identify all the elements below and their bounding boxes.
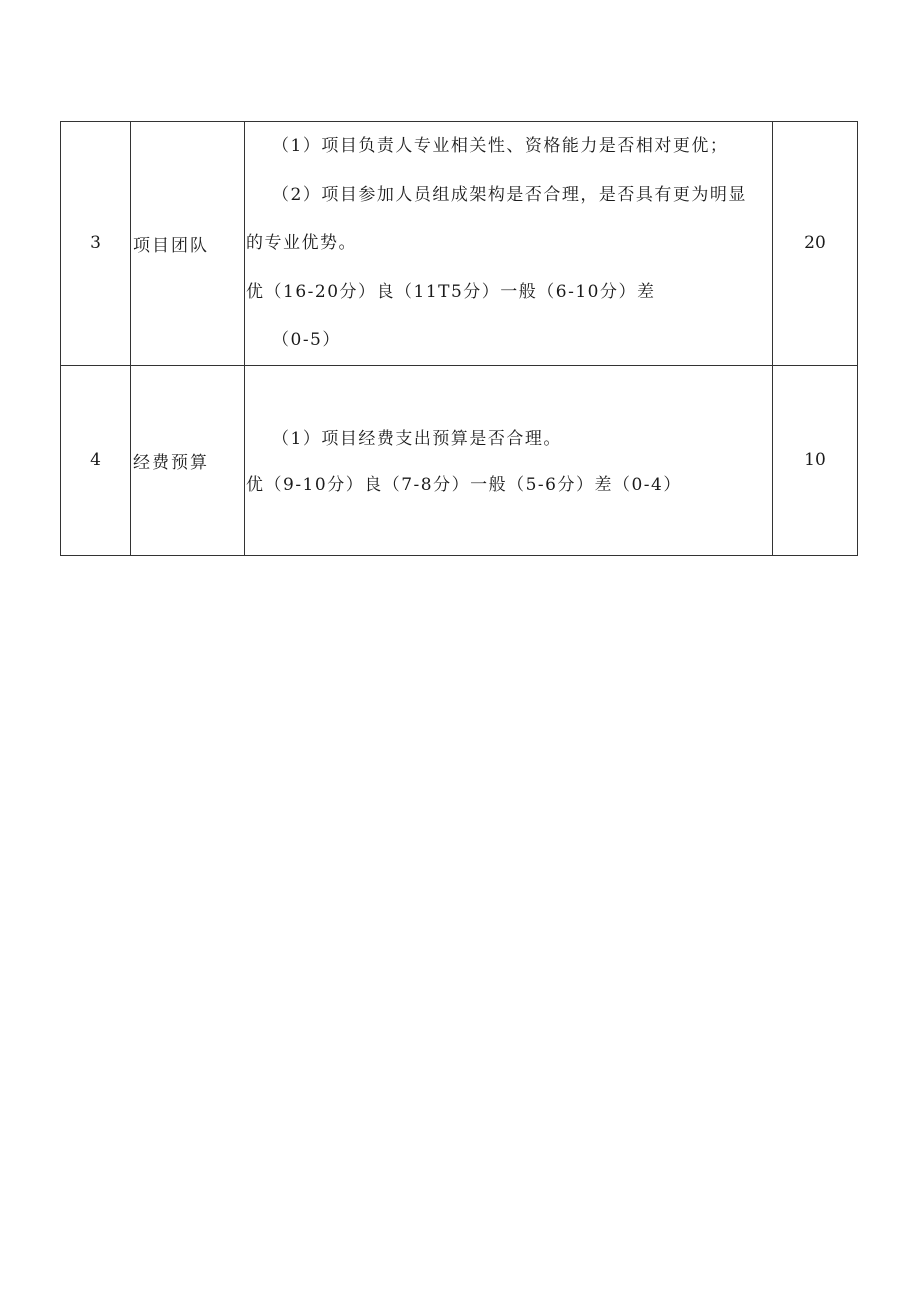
row-number: 3 xyxy=(61,122,131,366)
table-row xyxy=(61,365,858,555)
criterion-description xyxy=(245,122,773,366)
criterion-line: 的专业优势。 xyxy=(246,233,357,253)
criterion-line: （1）项目经费支出预算是否合理。 xyxy=(272,429,562,449)
criterion-name-cell xyxy=(131,365,245,555)
criterion-line: （2）项目参加人员组成架构是否合理，是否具有更为明显 xyxy=(272,184,747,205)
table-row xyxy=(61,122,858,366)
scoring-table xyxy=(60,121,858,556)
criterion-name-cell xyxy=(131,122,245,366)
row-number: 4 xyxy=(61,365,131,555)
criterion-name: 项目团队 xyxy=(133,235,209,256)
max-score: 20 xyxy=(773,122,858,366)
criterion-line: （1）项目负责人专业相关性、资格能力是否相对更优； xyxy=(272,136,729,156)
grading-scale-continued: （0-5） xyxy=(272,330,341,350)
criterion-description xyxy=(245,365,773,555)
grading-scale: 优（16-20分）良（11T5分）一般（6-10分）差 xyxy=(246,281,656,302)
criterion-name: 经费预算 xyxy=(133,452,209,473)
grading-scale: 优（9-10分）良（7-8分）一般（5-6分）差（0-4） xyxy=(246,475,682,495)
max-score: 10 xyxy=(773,365,858,555)
